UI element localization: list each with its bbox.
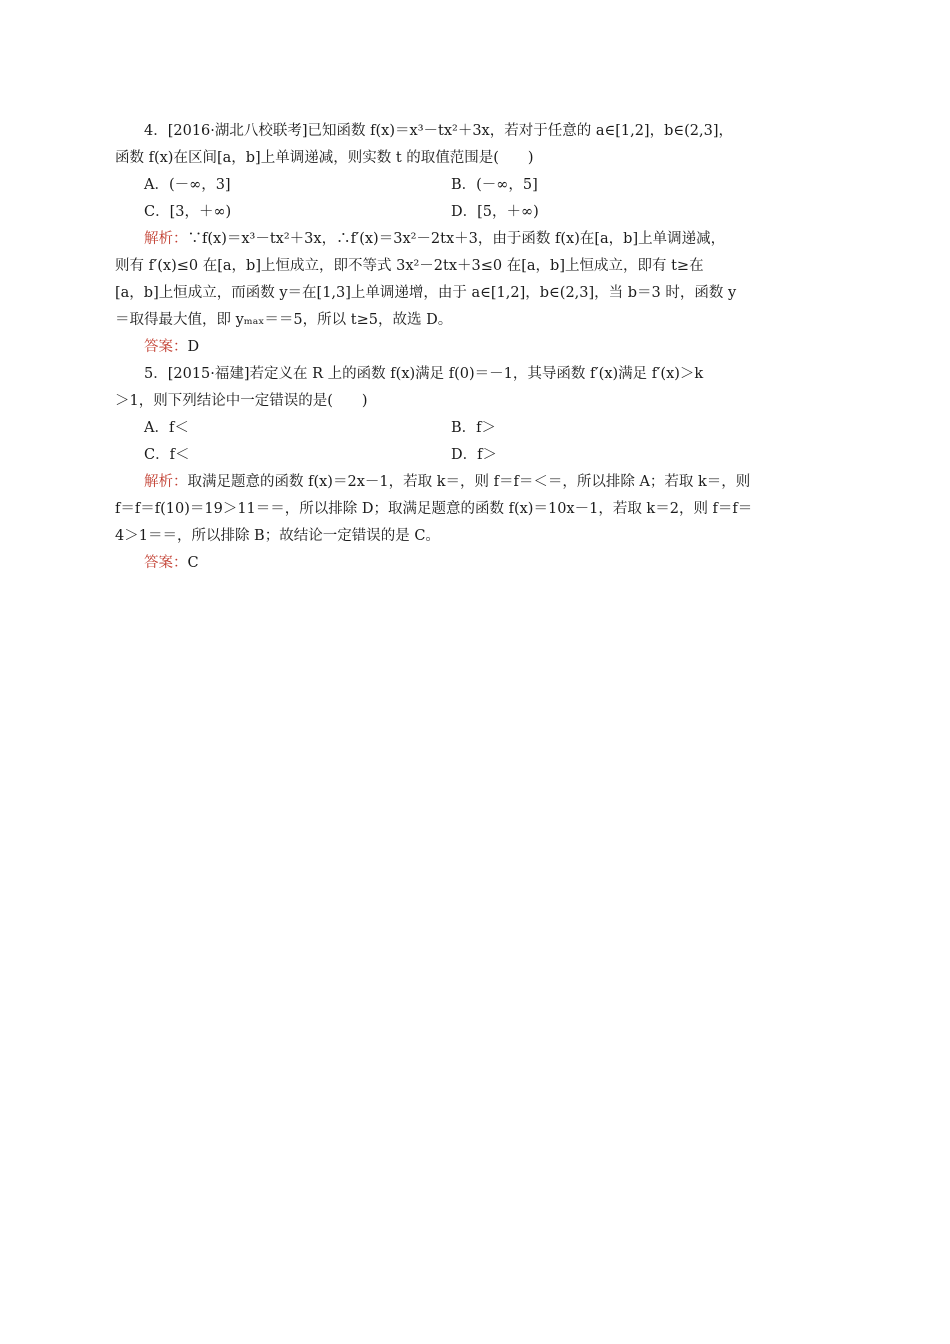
- q5-stem-line-2: ＞1，则下列结论中一定错误的是( ): [115, 393, 368, 409]
- q4-options-row-1: [115, 172, 840, 199]
- q4-analysis-line-3: [a，b]上恒成立，而函数 y＝在[1,3]上单调递增，由于 a∈[1,2]，b∈(2,3]，当 b＝3 时，函数 y: [115, 285, 737, 301]
- q4-analysis-label: 解析：: [144, 231, 188, 247]
- q4-answer-line: [115, 334, 840, 361]
- q5-options-row-2: [115, 442, 840, 469]
- q4-options-row-2: [115, 199, 840, 226]
- q5-answer-value: C: [187, 555, 199, 571]
- q5-options-row-1: [115, 415, 840, 442]
- q4-analysis-line-2: 则有 f′(x)≤0 在[a，b]上恒成立，即不等式 3x²－2tx＋3≤0 在[a，b]上恒成立，即有 t≥在: [115, 258, 704, 274]
- q5-analysis-label: 解析：: [144, 474, 188, 490]
- q4-option-b: B．(－∞，5]: [451, 177, 538, 193]
- q5-analysis-line-2: f＝f＝f(10)＝19＞11＝＝，所以排除 D；取满足题意的函数 f(x)＝10x－1，若取 k＝2，则 f＝f＝: [115, 501, 753, 517]
- document-content: [115, 118, 840, 577]
- q5-analysis-line-3: 4＞1＝＝，所以排除 B；故结论一定错误的是 C。: [115, 528, 440, 544]
- q4-option-c: C．[3，＋∞): [144, 204, 232, 220]
- q4-stem-line-2: 函数 f(x)在区间[a，b]上单调递减，则实数 t 的取值范围是( ): [115, 150, 534, 166]
- q4-stem-line-1: 4．[2016·湖北八校联考]已知函数 f(x)＝x³－tx²＋3x，若对于任意的 a∈[1,2]，b∈(2,3]，: [144, 123, 733, 139]
- q5-analysis-line-1: [115, 469, 840, 496]
- q5-option-a: A．f＜: [144, 420, 189, 436]
- q4-option-d: D．[5，＋∞): [451, 204, 539, 220]
- q4-analysis-text-1: ∵f(x)＝x³－tx²＋3x，∴f′(x)＝3x²－2tx＋3，由于函数 f(x)在[a，b]上单调递减，: [187, 231, 726, 247]
- q4-analysis-line-4: ＝取得最大值，即 yₘₐₓ＝＝5，所以 t≥5，故选 D。: [115, 312, 453, 328]
- q4-answer-value: D: [187, 339, 200, 355]
- q5-answer-line: [115, 550, 840, 577]
- q4-option-a: A．(－∞，3]: [144, 177, 231, 193]
- q5-option-b: B．f＞: [451, 420, 497, 436]
- q5-option-c: C．f＜: [144, 447, 190, 463]
- q4-answer-label: 答案：: [144, 339, 188, 355]
- q5-option-d: D．f＞: [451, 447, 497, 463]
- q5-stem-line-1: 5．[2015·福建]若定义在 R 上的函数 f(x)满足 f(0)＝－1，其导函数 f′(x)满足 f′(x)＞k: [144, 366, 704, 382]
- q5-answer-label: 答案：: [144, 555, 188, 571]
- q5-analysis-text-1: 取满足题意的函数 f(x)＝2x－1，若取 k＝，则 f＝f＝＜＝，所以排除 A；若取 k＝，则: [187, 474, 751, 490]
- q4-analysis-line-1: [115, 226, 840, 253]
